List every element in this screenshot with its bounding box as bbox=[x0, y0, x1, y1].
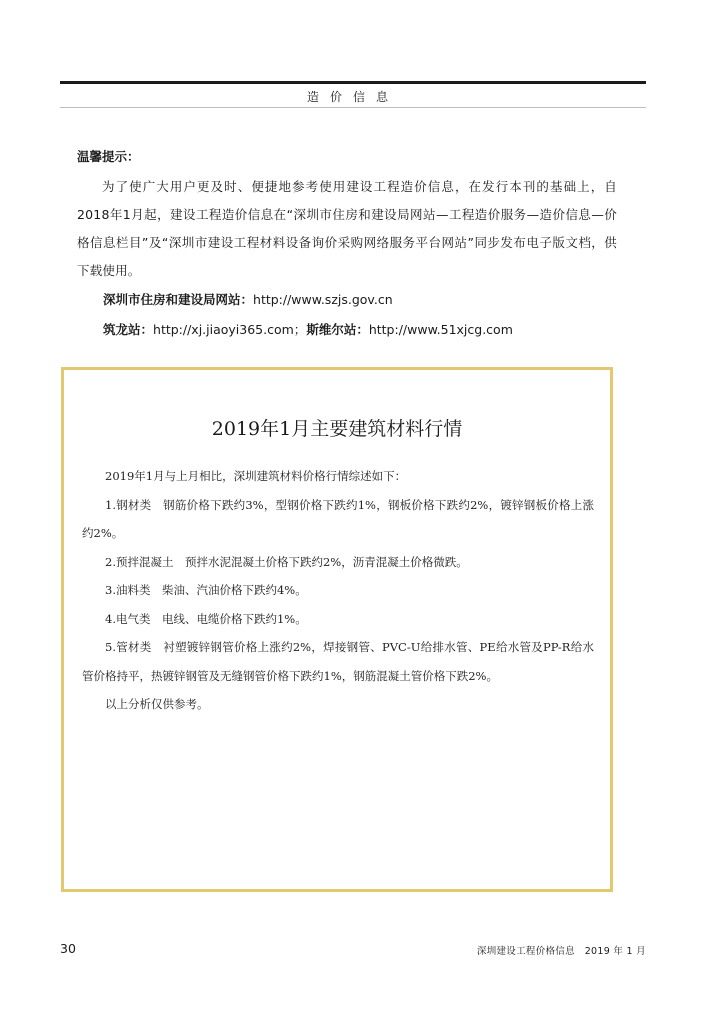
site-link-siweier[interactable]: http://www.51xjcg.com bbox=[368, 322, 513, 337]
summary-paragraph: 1.钢材类 钢筋价格下跌约3%，型钢价格下跌约1%，钢板价格下跌约2%，镀锌钢板价格上涨约2%。 bbox=[82, 497, 594, 540]
market-summary-content bbox=[82, 462, 594, 719]
site-link-szjs[interactable]: http://www.szjs.gov.cn bbox=[253, 292, 393, 307]
notice-body: 为了使广大用户更及时、便捷地参考使用建设工程造价信息，在发行本刊的基础上，自2018年1月起，建设工程造价信息在“深圳市住房和建设局网站—工程造价服务—造价信息—价格信息栏目”及“深圳市建设工程材料设备询价采购网络服务平台网站”同步发布电子版文档，供下载使用。 bbox=[77, 179, 617, 278]
section-title: 造价信息 bbox=[306, 90, 399, 104]
summary-paragraph: 以上分析仅供参考。 bbox=[105, 697, 209, 711]
notice-section bbox=[77, 145, 617, 345]
site-label-szjs: 深圳市住房和建设局网站： bbox=[103, 292, 254, 307]
publication-name: 深圳建设工程价格信息 2019 年 1 月 bbox=[476, 946, 646, 957]
summary-paragraph: 3.油料类 柴油、汽油价格下跌约4%。 bbox=[105, 583, 307, 597]
summary-paragraph: 2019年1月与上月相比，深圳建筑材料价格行情综述如下： bbox=[105, 469, 407, 483]
site-link-zhulong[interactable]: http://xj.jiaoyi365.com； bbox=[153, 322, 307, 337]
notice-heading: 温馨提示： bbox=[77, 149, 140, 164]
site-line-szjs bbox=[77, 285, 617, 315]
summary-paragraph: 2.预拌混凝土 预拌水泥混凝土价格下跌约2%，沥青混凝土价格微跌。 bbox=[105, 554, 468, 569]
market-summary-box bbox=[61, 367, 613, 892]
summary-paragraph: 5.管材类 衬塑镀锌钢管价格上涨约2%，焊接钢管、PVC-U给排水管、PE给水管及PP-R给水管价格持平，热镀锌钢管及无缝钢管价格下跌约1%，钢筋混凝土管价格下跌2%。 bbox=[82, 640, 594, 683]
summary-paragraph: 4.电气类 电线、电缆价格下跌约1%。 bbox=[105, 611, 307, 626]
market-summary-title: 2019年1月主要建筑材料行情 bbox=[211, 418, 463, 440]
header-top-rule bbox=[60, 81, 646, 84]
site-label-zhulong: 筑龙站： bbox=[103, 322, 154, 337]
site-line-other bbox=[77, 315, 617, 345]
site-label-siweier: 斯维尔站： bbox=[306, 322, 369, 337]
page-number: 30 bbox=[60, 941, 76, 956]
header-bottom-rule bbox=[60, 107, 646, 108]
